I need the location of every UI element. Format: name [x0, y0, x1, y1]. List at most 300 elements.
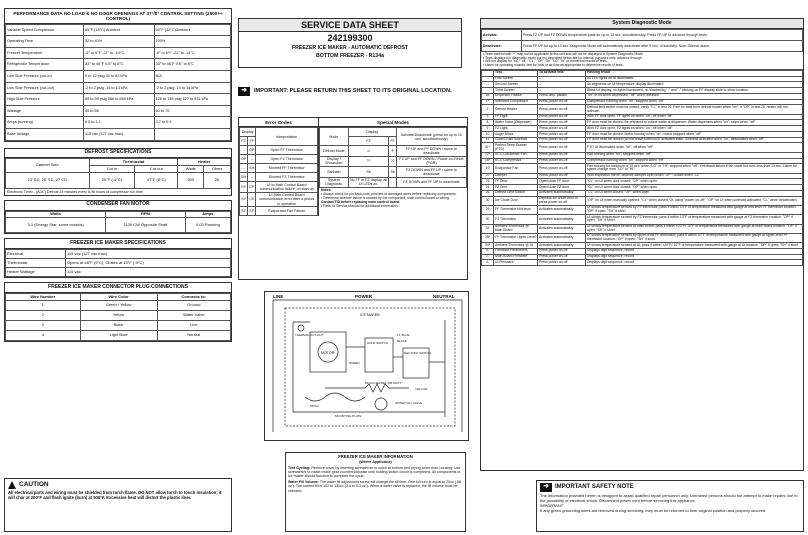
diag-test-row-cell: Press power on-off	[538, 152, 586, 158]
diag-test-row-cell: Press power on-off	[538, 131, 586, 137]
diag-test-row-cell: FF Thermistor Upper-Level	[494, 233, 538, 242]
performance-row-cell: Amps (running)	[6, 117, 84, 129]
note-line: Contact TID before replacing main control board.	[321, 199, 400, 204]
error-interp-header: Interpretation	[256, 128, 318, 146]
performance-row-cell: Variable Speed Compressor	[6, 24, 84, 36]
wiring-shutoff-label: SHUTOFF SWITCH	[404, 351, 431, 355]
performance-row-cell: 0.7 to 0.9	[154, 117, 230, 129]
diag-test-row-cell: 26	[482, 190, 494, 196]
notes-title: Notes:	[321, 188, 332, 193]
mode-activate-header: Activate/Deactivate (press for up to 10 sec. simultaneously)	[396, 128, 466, 146]
performance-row-cell: Wattage	[6, 105, 84, 117]
diag-test-row-cell: FF Thermistor Mid-level	[494, 205, 538, 214]
defrost-watts-value: 500	[178, 172, 204, 188]
diag-test-row	[482, 224, 803, 233]
icemaker-spec-section	[4, 238, 232, 278]
performance-row	[6, 94, 231, 106]
fan-rpm-value: 1100 CW Opposite Shaft	[106, 218, 185, 233]
info-water-fill	[288, 480, 463, 492]
error-code-row	[240, 155, 318, 164]
diag-test-row-cell: Blank UI display, no lights illuminated, no shadowing "-" and "-" blinking on FF display slide to show location.	[586, 88, 803, 94]
info-p1-label: Test Cycling:	[288, 465, 311, 470]
diag-test-row-cell: FF door must be closed. Be prepared to collect water at dispenser. Water dispenses when "on"; stops when "off"	[586, 120, 803, 126]
performance-table	[5, 24, 231, 141]
diag-test-row-cell: Water Valve (Dispenser)	[494, 120, 538, 126]
important-banner	[238, 86, 462, 97]
diag-test-row-cell: 4	[482, 120, 494, 126]
defrost-ohms-value: 26	[204, 172, 231, 188]
error-codes-section	[239, 118, 319, 216]
defrost-sub-ohms: Ohms	[204, 166, 231, 173]
performance-row	[6, 47, 231, 59]
diag-test-row-cell: Activates automatically	[538, 224, 586, 233]
note-line: • Determine whether failure is caused by the component, main control board or wiring.	[321, 195, 450, 200]
plug-cell: 1	[6, 300, 81, 310]
special-mode-row-cell: Display / Showroom	[320, 156, 349, 166]
diag-test-row-cell: Main Board Firmware	[494, 254, 538, 260]
error-display-header: Display	[240, 128, 256, 137]
performance-row-cell: 100%	[154, 36, 230, 48]
diag-test-row-cell: Press power on-off	[538, 137, 586, 143]
diag-test-row-cell: Press power on-off	[538, 164, 586, 173]
diag-test-row-cell: FF door must be closed (do not leave solenoid in activated state. Solenoid activated when "on"; deactivated when "off"	[586, 137, 803, 143]
error-codes-title: Error Codes	[239, 118, 318, 127]
diag-test-row-cell: 41*	[482, 143, 494, 152]
diag-test-row	[482, 105, 803, 114]
diag-test-row-cell: Evaporator Fan	[494, 164, 538, 173]
performance-row-cell: Base Voltage	[6, 128, 84, 140]
wiring-thermal-label: THERMAL CUT-OUT	[295, 333, 324, 337]
error-code-row-cell: SH	[248, 164, 256, 173]
performance-row-cell: 32 to 40%	[84, 36, 155, 48]
error-code-row-cell: CF	[248, 182, 256, 192]
defrost-cutin-value: 25°F (-4°C)	[89, 172, 135, 188]
special-mode-row-cell: FF UP and FF DOWN / same to deactivate	[396, 146, 466, 156]
diag-test-row-cell: Press disp. paddle	[538, 93, 586, 99]
diag-test-row-cell: UI Firmware	[494, 260, 538, 266]
diag-test-row-cell: Fan running for minimum of 10 sec. when "LO" or "HI"; stopped when "off". Feedback failure if fan starts but runs less than 10 sec. Listen for speed change from "LO" to "HI".	[586, 164, 803, 173]
diag-header: Passing result	[586, 70, 803, 76]
diag-activate-text: Press FZ UP and FZ DOWN temperature pads for up to 10 sec. simultaneously. Press FF UP to advance through tests.	[522, 29, 803, 40]
plug-cell: 2	[6, 310, 81, 320]
diag-activate-label: Activate:	[482, 29, 522, 40]
info-p1: Remove cover by inserting screwdriver in notch at bottom and prying cover from housing. Use screwdriver to rotate motor gear counterclockwise until holding switch circuit is completed. All components of ice maker should function to complete the cycle.	[288, 465, 461, 479]
special-mode-row-cell: FZ UP and FF DOWN / Power-on-Reset (POR)	[396, 156, 466, 166]
performance-row-cell	[154, 128, 230, 140]
fan-header-rpm: RPM	[106, 211, 185, 218]
performance-row	[6, 128, 231, 140]
diag-test-row-cell: First Screen	[494, 76, 538, 82]
performance-row-cell: 40 to 55	[84, 105, 155, 117]
info-test-cycling	[288, 466, 463, 478]
diag-bullet: • Will not display for "no," "off," "CL," "OP," "0n" "LO" "HI" or numerical results of tests.	[483, 59, 608, 64]
diag-test-row-cell: 33	[482, 224, 494, 233]
diag-test-row-cell: Activates automatically	[538, 233, 586, 242]
performance-row-cell: -6° to 6°F -21° to -14°C	[84, 47, 155, 59]
diag-test-row-cell: Fan running when "on"; stopped when "off"	[586, 152, 803, 158]
error-code-row-cell: Open FF Thermistor	[256, 146, 318, 155]
error-code-row	[240, 182, 318, 192]
info-title: FREEZER ICE MAKER INFORMATION	[338, 454, 413, 459]
note-line: • Refer to Service Manual for additional information.	[321, 203, 399, 208]
defrost-section	[4, 148, 232, 196]
icemaker-info-box	[285, 452, 466, 532]
performance-row-cell: 85 to 95 psig 586 to 655 kPa	[84, 94, 155, 106]
error-code-row-cell: --	[240, 164, 248, 173]
safety-title: IMPORTANT SAFETY NOTE	[555, 484, 634, 491]
diag-test-row-cell: 4-	[482, 260, 494, 266]
performance-row-cell: 33° to 46°F 0.5° to 8°C	[84, 59, 155, 71]
performance-row-cell: 126 to 135 psig 827 to 931 kPa	[154, 94, 230, 106]
diag-test-row-cell: With FZ door open, FZ lights on when "on"; off when "off"	[586, 126, 803, 132]
defrost-heater-header: Heater	[178, 159, 231, 166]
error-code-row-cell: SY	[240, 192, 248, 207]
diag-test-row-cell: UI shows temperature sensed at main board; pass if within ±20°F/-10°F of temperature measured with gauge at main board location. "OP" if open; "SH" if short	[586, 224, 803, 233]
error-code-row	[240, 192, 318, 207]
diag-test-row-cell: Activates automatically	[538, 205, 586, 214]
important-text: IMPORTANT: PLEASE RETURN THIS SHEET TO ITS ORIGINAL LOCATION.	[254, 88, 452, 95]
performance-row-cell: 33° to 46°F 0.5° to 8°C	[154, 59, 230, 71]
diag-test-row-cell: Open/close FF door	[538, 179, 586, 185]
diag-test-row-cell: 0-	[482, 248, 494, 254]
diag-test-row-cell: 2	[482, 105, 494, 114]
diag-test-row-cell: Compressor running when "on"; stopped when "off"	[586, 158, 803, 164]
diag-test-row-cell: --	[482, 82, 494, 88]
mode-fz-header: FZ	[348, 137, 389, 146]
performance-row-cell: Freezer Temperature	[6, 47, 84, 59]
diag-test-row-cell: 10	[482, 131, 494, 137]
diag-test-row-cell: All LED lights on UI illuminated	[586, 76, 803, 82]
wiring-hold-label: HOLD SWITCH	[367, 341, 388, 345]
performance-row-cell: Refrigerator Temperature	[6, 59, 84, 71]
special-mode-row-cell: FZ DOWN and FF UP / same to deactivate	[396, 167, 466, 177]
special-mode-row-cell: No FF or FZ display, all UI LEDs on.	[350, 178, 388, 187]
condenser-fan-title: CONDENSER FAN MOTOR	[5, 201, 231, 211]
plug-cell: Neutral	[157, 330, 230, 340]
diag-test-row-cell: 19	[482, 164, 494, 173]
special-modes-section	[319, 118, 467, 216]
diag-test-row-cell: VCC Condenser Fan	[494, 152, 538, 158]
diag-test-row-cell: Compressor running when "on"; stopped when "off"	[586, 99, 803, 105]
special-mode-row-cell: Sb	[389, 167, 396, 177]
diag-activate-table	[481, 29, 803, 52]
note-line: • Always check for pin back-outs, pinched or damaged wires before replacing components.	[321, 191, 457, 196]
diag-test-row	[482, 143, 803, 152]
diag-test-row-cell: Open/close FZ door	[538, 185, 586, 191]
plug-cell: Black	[80, 320, 157, 330]
icemaker-row-value: Opens at 48°F (9°C), Closes at 15°F (-9°C)	[66, 259, 231, 268]
diag-test-row-cell: 34*	[482, 243, 494, 249]
diag-test-row-cell: VCC Compressor	[494, 158, 538, 164]
error-code-row-cell: UI to Main Control Board communication failure; on start up	[256, 182, 318, 192]
performance-row-cell: 60 to 70	[154, 105, 230, 117]
performance-row-cell: -2 to 2 psig -14 to 14 kPa	[154, 82, 230, 94]
defrost-note: Electronic Timer - (ADC) Defrost 24 minutes every 6-96 hours of compressor run time.	[7, 189, 144, 194]
caution-box	[4, 478, 232, 532]
defrost-cutout-value: 47°F (8°C)	[135, 172, 178, 188]
condenser-fan-table	[5, 211, 231, 234]
error-code-row-cell: SY	[240, 207, 248, 216]
mode-header: Mode	[320, 128, 349, 146]
diag-test-row-cell: 12*	[482, 152, 494, 158]
performance-row-cell: 90°F (32°C) Ambient	[154, 24, 230, 36]
defrost-cabinet-label: Cabinet Size	[6, 159, 90, 173]
info-p2-label: Water Fill Volume:	[288, 480, 319, 485]
info-p2: The water fill adjustment screw will change the fill time. One full turn is equal to 20cc (.68 oz.). The correct fill is 102 to 130cc (3.4 to 4.3 oz.). When a water valve is replaced, the fill volume must be checked.	[288, 480, 461, 493]
diag-test-row-cell: With inspection mirror, observe damper open when "OP"; closed when "CL"	[586, 173, 803, 179]
diag-test-row-cell: Ice Chute Door	[494, 196, 538, 205]
special-mode-row-cell: System Diagnostic	[320, 177, 349, 187]
performance-row	[6, 82, 231, 94]
diag-test-row-cell: Ambient Thermistor @ Main Board	[494, 224, 538, 233]
defrost-thermostat-header: Thermostat	[89, 159, 178, 166]
error-code-row	[240, 173, 318, 182]
diag-test-row	[482, 196, 803, 205]
plug-cell: 4	[6, 330, 81, 340]
diag-bullet: • Tests marked with "*" may not be applicable to this unit and will not be displayed in System Diagnostic Mode.	[483, 51, 644, 56]
wiring-neutral-label: NEUTRAL	[433, 294, 455, 299]
performance-row-cell: -6° to 6°F -21° to -14°C	[154, 47, 230, 59]
performance-row-cell: N/A	[154, 70, 230, 82]
diag-test-row-cell: 2-	[482, 254, 494, 260]
mode-ff-header: FF	[389, 137, 396, 146]
error-code-row-cell: EF	[248, 207, 256, 216]
diag-test-row-cell: FZ Door	[494, 185, 538, 191]
diag-test-row-cell: UI shows temperature sensed by FZ thermistor; pass if within 10°F of temperature measured with gauge at FZ thermistor location. "OP" if open; "SH" if short	[586, 215, 803, 224]
error-code-row-cell: OP	[248, 146, 256, 155]
plug-cell: Green / Yellow	[80, 300, 157, 310]
diag-test-row-cell: Press power on-off	[538, 173, 586, 179]
wiring-green-label: GREEN	[349, 361, 360, 365]
special-mode-row	[320, 177, 467, 187]
wiring-valve-label: WATER FILL VALVE	[395, 401, 423, 405]
performance-row-cell: 65°F (18°C) Ambient	[84, 24, 155, 36]
caution-text: All electrical parts and wiring must be shielded from torch flame. DO NOT allow torch to touch insulation; it will char at 200°F and flash ignite (burn) at 500°F. Excessive heat will distort the plastic liner.	[8, 490, 222, 500]
diag-test-row-cell: "CL" on UI when closed; "OP" when open	[586, 190, 803, 196]
error-code-row-cell: SH	[240, 173, 248, 182]
error-code-row	[240, 146, 318, 155]
fan-watts-value: 3.1 (Energy Star, some models)	[6, 218, 106, 233]
diag-test-row-cell: Depress ice chute door or press power on-off	[538, 196, 586, 205]
diag-test-row-cell: 9	[482, 126, 494, 132]
wiring-diagram-svg	[265, 292, 470, 442]
diag-header: To activate test:	[538, 70, 586, 76]
error-ff-header: FF	[248, 137, 256, 146]
diag-test-row-cell: Press power on-off	[538, 126, 586, 132]
error-code-row-cell: Evaporator Fan Failure	[256, 207, 318, 216]
error-code-row-cell: --	[240, 146, 248, 155]
diag-test-row-cell: Damper	[494, 173, 538, 179]
system-diagnostic-mode	[480, 18, 804, 471]
wiring-power-label: POWER	[355, 294, 373, 299]
title-block	[238, 18, 462, 68]
plug-cell: Line	[157, 320, 230, 330]
diag-test-row-cell: Press power on-off	[538, 105, 586, 114]
diag-deactivate-label: Deactivate:	[482, 40, 522, 51]
diag-test-row-cell: "CL" on UI when door closed; "OP" when open	[586, 179, 803, 185]
defrost-sub-cutin: Cut in	[89, 166, 135, 173]
codes-and-modes	[238, 117, 468, 280]
diag-test-row-cell: All segments on UI temperature display illuminated	[586, 82, 803, 88]
performance-row-cell: Low Side Pressure (cut-out)	[6, 82, 84, 94]
diag-bullets	[481, 52, 803, 70]
diag-test-row-cell: Perfect Temp Drawer (PTD)	[494, 143, 538, 152]
wiring-mold-label: MOLD	[310, 404, 319, 408]
plug-title: FREEZER ICE MAKER CONNECTOR PLUG CONNECTIONS	[5, 283, 231, 293]
icemaker-row-label: Heater Wattage	[6, 268, 66, 277]
safety-note-box	[536, 480, 804, 532]
wiring-plate-label: MOUNTING PLATE	[335, 414, 362, 418]
special-mode-row	[320, 156, 467, 166]
diag-test-row-cell: Activates automatically	[538, 190, 586, 196]
plug-header-connects: Connects to:	[157, 293, 230, 300]
performance-row	[6, 70, 231, 82]
diag-test-row-cell: Second Screen	[494, 82, 538, 88]
defrost-table	[5, 158, 231, 189]
icemaker-spec-table	[5, 249, 231, 277]
diag-test-row	[482, 260, 803, 266]
performance-row-cell: 0.5 to 1.1	[84, 117, 155, 129]
diag-tests-table	[481, 70, 803, 266]
diag-test-row-cell: Press power on-off	[538, 120, 586, 126]
performance-row-cell: Operating Time	[6, 36, 84, 48]
wiring-black-label: BLACK	[397, 339, 407, 343]
diag-test-row-cell: --	[482, 88, 494, 94]
diag-test-row-cell: UI shows temperature sensed by FF thermistor; pass if within 10°F of temperature measured with gauge at mid-level FF thermistor location. "OP" if open; "SH" if short	[586, 205, 803, 214]
fan-amps-value: 0.03 Running	[185, 218, 230, 233]
performance-row	[6, 24, 231, 36]
error-code-row-cell: Shorted FZ Thermistor	[256, 173, 318, 182]
error-fz-header: FZ	[240, 137, 248, 146]
error-code-row-cell: --	[248, 155, 256, 164]
special-mode-row-cell: Sb	[348, 167, 389, 177]
diag-test-row-cell: Press power on-off	[538, 260, 586, 266]
error-codes-table	[239, 127, 318, 216]
mode-display-header: Display	[348, 128, 396, 137]
diag-test-row-cell: With FF door open, FF lights on when "on"; off when "off"	[586, 114, 803, 120]
diag-test-row-cell: Auger Motor	[494, 131, 538, 137]
diag-test-row-cell: "on" or on when depressed; "off" when released	[586, 93, 803, 99]
special-mode-row-cell: d	[348, 146, 389, 156]
wiring-ltblue-label: LT. BLUE	[397, 333, 410, 337]
diag-test-row-cell: 3	[482, 114, 494, 120]
diag-test-row-cell: "OP" on UI when manually opened; "CL" when closed. Or, using "power on-off", "OP" on UI when solenoid activated; "CL" when deactivated	[586, 196, 803, 205]
diag-test-row-cell: Displays digit sequence; record	[586, 254, 803, 260]
error-code-row-cell: OP	[240, 155, 248, 164]
diag-test-row	[482, 164, 803, 173]
diag-test-row	[482, 215, 803, 224]
page-title: SERVICE DATA SHEET	[239, 19, 461, 32]
defrost-title: DEFROST SPECIFICATIONS	[5, 149, 231, 159]
error-code-row-cell: CE	[248, 192, 256, 207]
diag-test-row-cell: Press power on-off	[538, 99, 586, 105]
wiring-motor-label: MOTOR	[321, 351, 335, 355]
caution-title: CAUTION	[19, 481, 49, 489]
icemaker-row-label: Electrical	[6, 250, 66, 259]
special-mode-row-cell	[389, 177, 396, 187]
performance-row	[6, 105, 231, 117]
diag-test-row-cell: FF door must be closed. Motor running when "on"; motor stopped when "off"	[586, 131, 803, 137]
diag-test-row-cell: Cube/Crush Solenoid	[494, 137, 538, 143]
left-column	[4, 8, 232, 342]
wiring-heater-label: MOLD HEATER 165 WATT	[365, 381, 402, 385]
special-mode-row	[320, 167, 467, 177]
special-mode-row-cell: Sabbath	[320, 167, 349, 177]
diag-test-row-cell: Displays digit sequence; record	[586, 260, 803, 266]
safety-p3: If any green grounding wires are removed during servicing, they must be returned to their original position and properly secured.	[540, 507, 767, 513]
diag-test-row-cell: --	[538, 76, 586, 82]
wiring-diagram	[264, 291, 469, 441]
plug-cell: Ground	[157, 300, 230, 310]
condenser-fan-section	[4, 200, 232, 235]
diag-test-row-cell: FZ Thermistor	[494, 215, 538, 224]
diag-test-row-cell: Press power on-off	[538, 143, 586, 152]
diag-bullet: • Tests displayed in diagnostic mode but not described below are for internal purposes only; advance through.	[483, 55, 643, 60]
safety-p1: The information provided herein is designed to assist qualified repair personnel only. Untrained persons should not attempt to make repairs due to the possibility of electrical shock. Disconnect power cord before servicing this appliance.	[540, 493, 798, 503]
diag-test-row-cell: Activates automatically	[538, 243, 586, 249]
special-mode-row-cell: ??	[389, 156, 396, 166]
diag-test-row-cell: Ambient Thermistor @ UI	[494, 243, 538, 249]
diag-test-row-cell: Defrost Limit Switch	[494, 190, 538, 196]
diag-test-row-cell: Third Screen	[494, 88, 538, 94]
error-code-row-cell: Shorted FF Thermistor	[256, 164, 318, 173]
diag-test-row-cell: 35*	[482, 233, 494, 242]
diag-test-row-cell: 23	[482, 179, 494, 185]
plug-section	[4, 282, 232, 342]
performance-row	[6, 36, 231, 48]
error-code-row-cell: SY	[240, 182, 248, 192]
icemaker-row-value: 115 vac (127 vac max)	[66, 250, 231, 259]
diag-test-row-cell: 30	[482, 215, 494, 224]
special-modes-title: Special Modes	[319, 118, 467, 127]
diag-title: System Diagnostic Mode	[481, 19, 803, 29]
diag-test-row-cell: UI shows temperature sensed by upper-level FF thermistor; pass if within 10°F of temperature measured with gauge at upper-level FF thermistor location. "OP" if open; "SH" if short	[586, 233, 803, 242]
diag-test-row-cell: Dispenser Paddle	[494, 93, 538, 99]
diag-bullet: • Listen for operating sounds, feel for heat or air flow as appropriate to determine results of tests.	[483, 63, 624, 68]
diag-deactivate-text: Press FF UP for up to 10 sec. Diagnostic Mode will automatically deactivate after 5 min. of inactivity. Note: Silence alarm.	[522, 40, 803, 51]
info-subtitle: (Where Applicable)	[359, 459, 392, 464]
diag-test-row-cell: 1*	[482, 99, 494, 105]
diag-test-row-cell: Press power on-off	[538, 114, 586, 120]
diag-test-row-cell: 29	[482, 205, 494, 214]
icemaker-row-value: 115 vac	[66, 268, 231, 277]
warning-icon	[8, 481, 16, 489]
performance-row-cell: 115 vac (127 vac max)	[84, 128, 155, 140]
subtitle-line-2: BOTTOM FREEZER - R134a	[316, 52, 384, 59]
special-mode-row-cell: FZ DOWN and FF UP to deactivate	[396, 177, 466, 187]
diag-test-row-cell: Defrost Heater	[494, 105, 538, 114]
arrow-right-icon: ➜	[238, 87, 250, 96]
error-code-row-cell: Open FZ Thermistor	[256, 155, 318, 164]
plug-header-number: Wire Number	[6, 293, 81, 300]
icemaker-row-label: Thermostat	[6, 259, 66, 268]
diag-test-row-cell: Firmware Parameters	[494, 248, 538, 254]
diag-test-row-cell: FF Door	[494, 179, 538, 185]
diag-test-row-cell: 22	[482, 173, 494, 179]
diag-test-row-cell: 30	[482, 196, 494, 205]
error-code-row	[240, 164, 318, 173]
performance-row	[6, 59, 231, 71]
plug-cell: Yellow	[80, 310, 157, 320]
plug-cell: 3	[6, 320, 81, 330]
fan-header-watts: Watts	[6, 211, 106, 218]
special-modes-table	[319, 127, 467, 188]
special-mode-row-cell: ??	[348, 156, 389, 166]
diag-test-row-cell: Press power on-off	[538, 254, 586, 260]
diag-test-row-cell: Displays digit sequence; record	[586, 248, 803, 254]
special-mode-row	[320, 146, 467, 156]
performance-data-section	[4, 8, 232, 142]
